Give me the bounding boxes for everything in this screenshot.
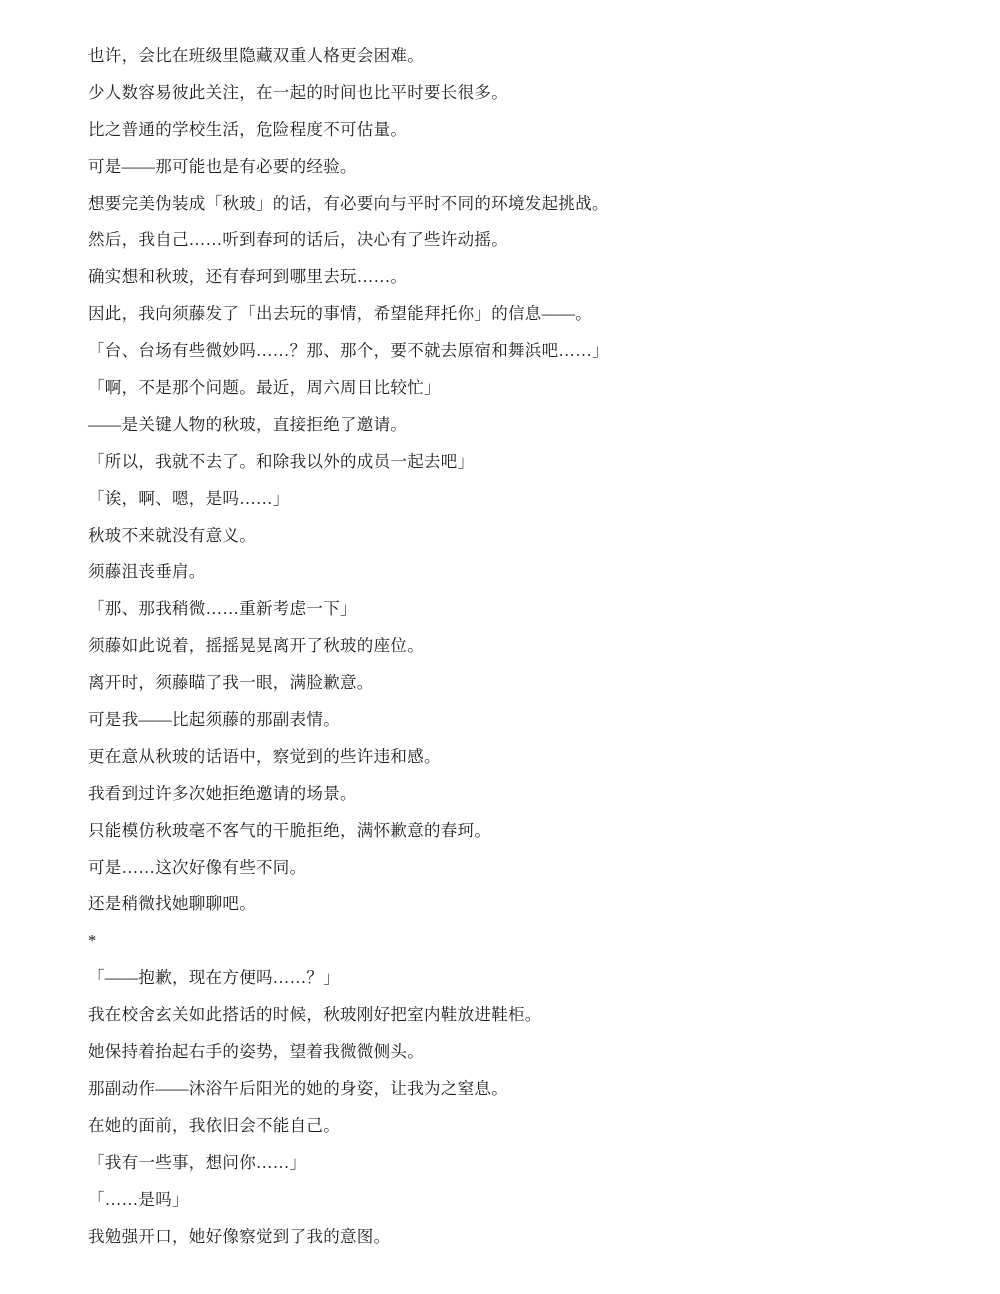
paragraph-line: 「——抱歉，现在方便吗……？」 [88,968,340,988]
paragraph-line: 「我有一些事，想问你……」 [88,1152,307,1172]
paragraph-line: 「台、台场有些微妙吗……？那、那个，要不就去原宿和舞浜吧……」 [88,341,609,361]
paragraph-line: ——是关键人物的秋玻，直接拒绝了邀请。 [88,414,408,434]
paragraph-line: 更在意从秋玻的话语中，察觉到的些许违和感。 [88,746,441,766]
paragraph-line: 离开时，须藤瞄了我一眼，满脸歉意。 [88,673,374,693]
paragraph-container [88,38,960,1255]
paragraph-line: 「诶，啊、嗯，是吗……」 [88,488,290,508]
paragraph-line: 秋玻不来就没有意义。 [88,525,256,545]
paragraph-line: 须藤沮丧垂肩。 [88,562,206,582]
paragraph-line: 「所以，我就不去了。和除我以外的成员一起去吧」 [88,451,475,471]
paragraph-line: 那副动作——沐浴午后阳光的她的身姿，让我为之窒息。 [88,1078,508,1098]
paragraph-line: 可是……这次好像有些不同。 [88,857,307,877]
paragraph-line: 我在校舍玄关如此搭话的时候，秋玻刚好把室内鞋放进鞋柜。 [88,1005,542,1025]
paragraph-line: 「啊，不是那个问题。最近，周六周日比较忙」 [88,378,441,398]
paragraph-line: 「……是吗」 [88,1189,189,1209]
paragraph-line: 想要完美伪装成「秋玻」的话，有必要向与平时不同的环境发起挑战。 [88,193,609,213]
paragraph-line: 然后，我自己……听到春珂的话后，决心有了些许动摇。 [88,230,508,250]
paragraph-line: 在她的面前，我依旧会不能自己。 [88,1115,340,1135]
paragraph-line: 还是稍微找她聊聊吧。 [88,894,256,914]
paragraph-line: 只能模仿秋玻毫不客气的干脆拒绝，满怀歉意的春珂。 [88,820,492,840]
section-break-marker: * [88,931,97,951]
paragraph-line: 可是——那可能也是有必要的经验。 [88,156,357,176]
paragraph-line: 因此，我向须藤发了「出去玩的事情，希望能拜托你」的信息——。 [88,304,592,324]
paragraph-line: 「那、那我稍微……重新考虑一下」 [88,599,357,619]
paragraph-line: 我勉强开口，她好像察觉到了我的意图。 [88,1226,391,1246]
paragraph-line: 确实想和秋玻，还有春珂到哪里去玩……。 [88,267,408,287]
paragraph-line: 也许，会比在班级里隐藏双重人格更会困难。 [88,46,424,65]
paragraph-line: 可是我——比起须藤的那副表情。 [88,710,340,730]
paragraph-line: 须藤如此说着，摇摇晃晃离开了秋玻的座位。 [88,636,424,656]
paragraph-line: 比之普通的学校生活，危险程度不可估量。 [88,119,408,139]
paragraph-line: 她保持着抬起右手的姿势，望着我微微侧头。 [88,1042,424,1062]
paragraph-line: 我看到过许多次她拒绝邀请的场景。 [88,783,357,803]
paragraph-line: 少人数容易彼此关注，在一起的时间也比平时要长很多。 [88,82,508,102]
